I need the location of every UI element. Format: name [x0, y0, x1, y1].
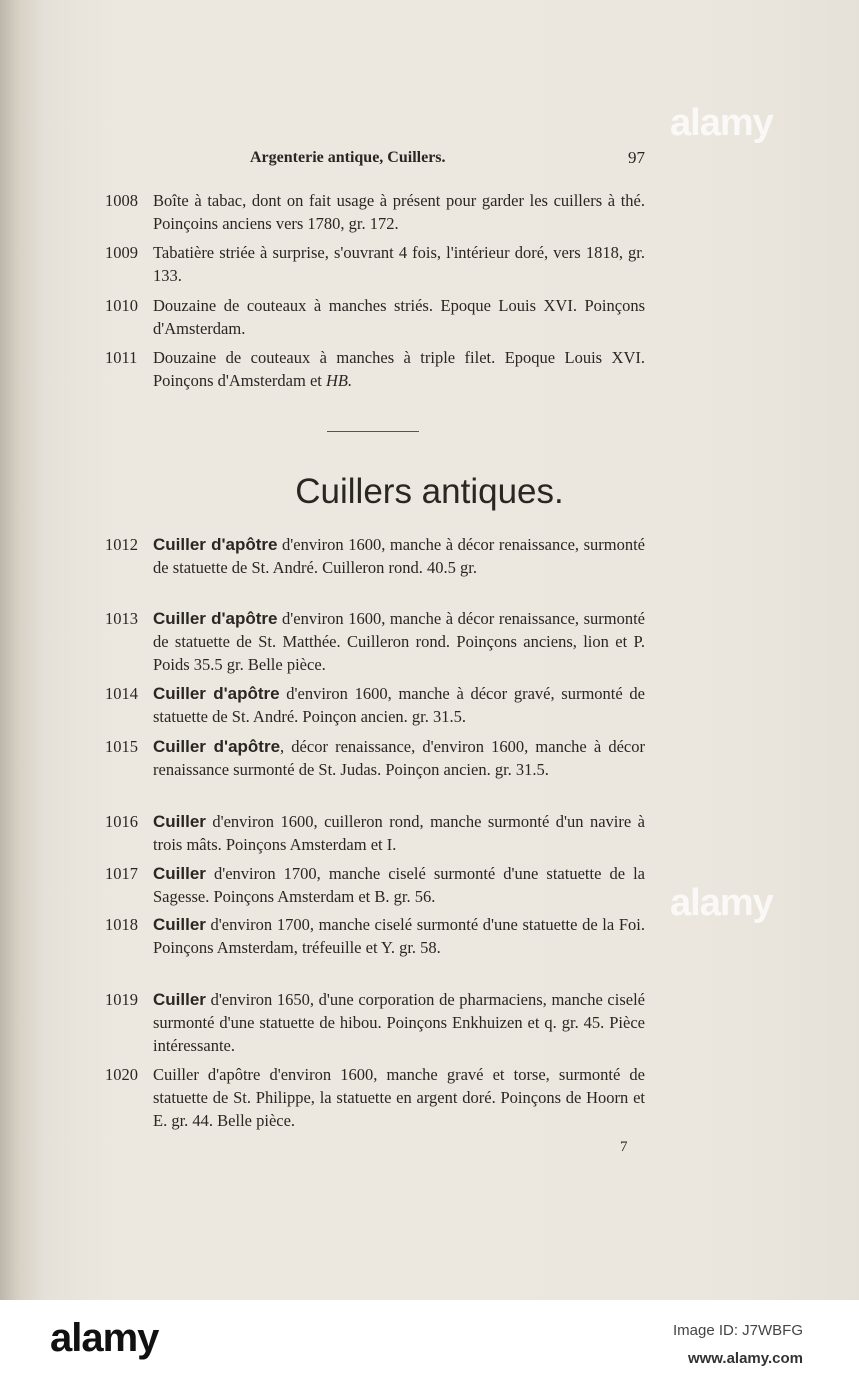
lot-number: 1019	[105, 990, 138, 1009]
lot-number: 1016	[105, 812, 138, 831]
list-item	[105, 294, 645, 340]
lot-text: , décor renaissance, d'environ 1600, manche à décor renaissance surmonté de St. Judas. Poinçon ancien. gr. 31.5.	[153, 737, 645, 779]
lot-description: Douzaine de couteaux à manches striés. Epoque Louis XVI. Poinçons d'Amsterdam.	[153, 296, 645, 338]
lot-description: Tabatière striée à surprise, s'ouvrant 4 fois, l'intérieur doré, vers 1818, gr. 133.	[153, 243, 645, 285]
lot-description	[153, 346, 645, 392]
lot-text: d'environ 1600, manche à décor gravé, surmonté de statuette de St. André. Poinçon ancien. gr. 31.5.	[153, 684, 645, 726]
lot-text: Douzaine de couteaux à manches à triple filet. Epoque Louis XVI. Poinçons d'Amsterdam et	[153, 348, 645, 390]
lot-lead: Cuiller	[153, 864, 206, 883]
lot-lead: Cuiller	[153, 812, 206, 831]
lot-description	[153, 913, 645, 959]
lot-number: 1011	[105, 348, 138, 367]
list-item	[105, 735, 645, 781]
list-item	[105, 810, 645, 856]
list-item	[105, 988, 645, 1057]
header-title: Argenterie antique, Cuillers.	[250, 149, 446, 166]
list-item	[105, 241, 645, 287]
lot-lead: Cuiller d'apôtre	[153, 609, 278, 628]
lot-lead: Cuiller d'apôtre	[153, 535, 278, 554]
lot-number: 1020	[105, 1065, 138, 1084]
signature-mark: 7	[620, 1139, 628, 1155]
lot-number: 1013	[105, 609, 138, 628]
lot-description: Cuiller d'apôtre d'environ 1600, manche gravé et torse, surmonté de statuette de St. Philippe, la statuette en argent doré. Poinçons de Hoorn et E. gr. 44. Belle pièce.	[153, 1065, 645, 1130]
lot-description	[153, 988, 645, 1057]
lot-text: d'environ 1600, cuilleron rond, manche surmonté d'un navire à trois mâts. Poinçons Amsterdam et I.	[153, 812, 645, 854]
list-item	[105, 189, 645, 235]
brand-logo: alamy	[50, 1316, 159, 1360]
image-id-label: Image ID: J7WBFG	[672, 1322, 803, 1339]
lot-number: 1014	[105, 684, 138, 703]
lot-number: 1012	[105, 535, 138, 554]
lot-number: 1009	[105, 243, 138, 262]
list-item	[105, 913, 645, 959]
site-url: www.alamy.com	[687, 1350, 803, 1367]
lot-description	[153, 862, 645, 908]
lot-description	[153, 810, 645, 856]
lot-lead: Cuiller	[153, 915, 206, 934]
list-item	[105, 607, 645, 676]
watermark-logo: alamy	[670, 882, 773, 924]
section-title: Cuillers antiques.	[295, 472, 564, 511]
list-item	[105, 682, 645, 728]
lot-number: 1017	[105, 864, 138, 883]
lot-text: d'environ 1700, manche ciselé surmonté d'une statuette de la Sagesse. Poinçons Amsterdam et B. gr. 56.	[153, 864, 645, 906]
list-item	[105, 862, 645, 908]
lot-description	[153, 607, 645, 676]
section-divider	[327, 431, 419, 432]
lot-number: 1015	[105, 737, 138, 756]
lot-text: d'environ 1600, manche à décor renaissance, surmonté de statuette de St. Matthée. Cuilleron rond. Poinçons anciens, lion et P. Poids 35.5 gr. Belle pièce.	[153, 609, 645, 674]
lot-lead: Cuiller d'apôtre	[153, 737, 281, 756]
lot-lead: Cuiller d'apôtre	[153, 684, 280, 703]
lot-description: Boîte à tabac, dont on fait usage à présent pour garder les cuillers à thé. Poinçoins anciens vers 1780, gr. 172.	[153, 191, 645, 233]
list-item	[105, 346, 645, 392]
lot-number: 1008	[105, 191, 138, 210]
lot-text: d'environ 1650, d'une corporation de pharmaciens, manche ciselé surmonté d'une statuette de hibou. Poinçons Enkhuizen et q. gr. 45. Pièce intéressante.	[153, 990, 645, 1055]
lot-description	[153, 533, 645, 579]
watermark-logo: alamy	[670, 102, 773, 144]
lot-lead: Cuiller	[153, 990, 206, 1009]
lot-text: d'environ 1600, manche à décor renaissance, surmonté de statuette de St. André. Cuilleron rond. 40.5 gr.	[153, 535, 645, 577]
lot-number: 1010	[105, 296, 138, 315]
list-item	[105, 533, 645, 579]
lot-mark-italic: HB.	[326, 371, 353, 390]
list-item	[105, 1063, 645, 1132]
lot-description	[153, 682, 645, 728]
lot-number: 1018	[105, 915, 138, 934]
lot-text: d'environ 1700, manche ciselé surmonté d'une statuette de la Foi. Poinçons Amsterdam, tréfeuille et Y. gr. 58.	[153, 915, 645, 957]
lot-description	[153, 735, 645, 781]
page-number: 97	[628, 148, 645, 167]
